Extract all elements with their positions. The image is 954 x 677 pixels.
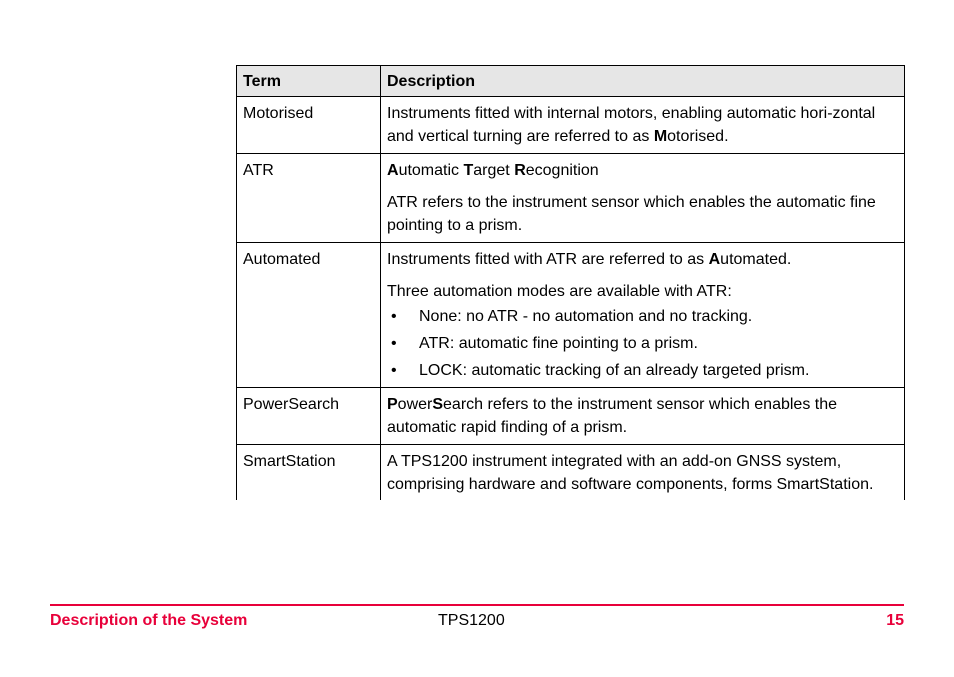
- bold-initial: A: [708, 251, 721, 268]
- bold-initial: T: [463, 162, 474, 179]
- column-header-term: Term: [237, 66, 381, 97]
- table-row-atr: [237, 154, 905, 243]
- description-paragraph: [387, 159, 896, 182]
- text: arget: [473, 162, 515, 179]
- term-cell: ATR: [237, 154, 381, 243]
- text: otorised.: [667, 128, 729, 145]
- description-cell: [381, 243, 905, 388]
- text: earch refers to the instrument sensor which enables the automatic rapid finding of a prism.: [387, 396, 838, 436]
- automation-modes-list: [387, 305, 896, 382]
- text: Instruments fitted with ATR are referred to as: [387, 251, 709, 268]
- list-item: [387, 305, 896, 328]
- text: ecognition: [525, 162, 599, 179]
- bold-initial: P: [387, 396, 398, 413]
- table-row-powersearch: [237, 388, 905, 445]
- bold-initial: M: [653, 128, 668, 145]
- description-paragraph: Three automation modes are available with ATR:: [387, 283, 732, 300]
- table-header-row: [237, 66, 905, 97]
- description-paragraph: [387, 248, 896, 271]
- bold-initial: S: [432, 396, 444, 413]
- description-cell: [381, 388, 905, 445]
- bullet-icon: •: [391, 308, 397, 325]
- text: utomatic: [398, 162, 464, 179]
- description-cell: [381, 445, 905, 501]
- term-cell: Automated: [237, 243, 381, 388]
- table-row-motorised: [237, 97, 905, 154]
- bullet-icon: •: [391, 335, 397, 352]
- text: ower: [397, 396, 433, 413]
- list-item: [387, 332, 896, 355]
- bold-initial: A: [387, 162, 399, 179]
- description-paragraph: ATR refers to the instrument sensor which enables the automatic fine pointing to a prism.: [387, 194, 876, 234]
- column-header-description: Description: [381, 66, 905, 97]
- page-number: 15: [886, 612, 904, 629]
- term-cell: Motorised: [237, 97, 381, 154]
- list-item-text: None: no ATR - no automation and no tracking.: [419, 308, 753, 325]
- text: Instruments fitted with internal motors, enabling automatic hori-zontal and vertical turning are referred to as: [387, 105, 876, 145]
- bullet-icon: •: [391, 362, 397, 379]
- glossary-table: [236, 65, 905, 500]
- description-paragraph: [387, 393, 896, 439]
- table-row-smartstation: [237, 445, 905, 501]
- list-item: [387, 359, 896, 382]
- list-item-text: ATR: automatic fine pointing to a prism.: [419, 335, 698, 352]
- bold-initial: R: [514, 162, 526, 179]
- description-cell: [381, 97, 905, 154]
- term-cell: SmartStation: [237, 445, 381, 501]
- term-cell: PowerSearch: [237, 388, 381, 445]
- description-paragraph: [387, 102, 896, 148]
- footer-divider: [50, 604, 904, 606]
- footer-product-name: TPS1200: [438, 612, 505, 629]
- description-paragraph: A TPS1200 instrument integrated with an add-on GNSS system, comprising hardware and software components, forms SmartStation.: [387, 453, 874, 493]
- description-cell: [381, 154, 905, 243]
- list-item-text: LOCK: automatic tracking of an already targeted prism.: [419, 362, 810, 379]
- footer-section-title: Description of the System: [50, 612, 248, 629]
- table-row-automated: [237, 243, 905, 388]
- text: utomated.: [720, 251, 792, 268]
